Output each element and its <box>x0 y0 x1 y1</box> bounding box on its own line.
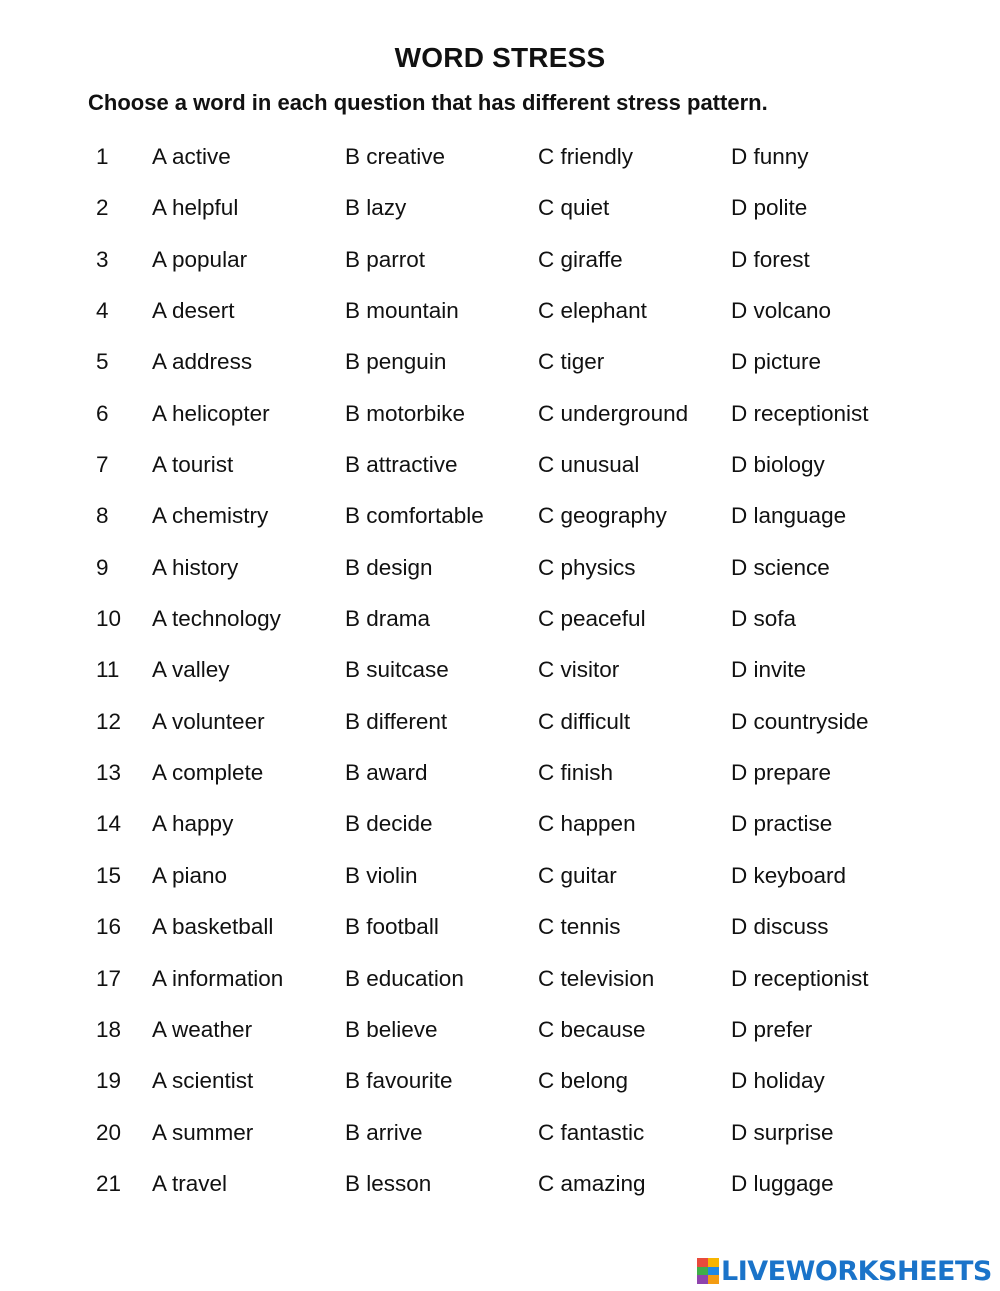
question-number: 17 <box>96 965 122 991</box>
option-a[interactable]: A chemistry <box>152 503 269 529</box>
question-number: 5 <box>96 349 109 375</box>
option-a[interactable]: A volunteer <box>152 708 265 734</box>
option-c[interactable]: C television <box>538 965 655 991</box>
page-title: WORD STRESS <box>394 42 606 73</box>
option-d[interactable]: D sofa <box>731 606 797 632</box>
option-b[interactable]: B design <box>345 554 433 580</box>
option-d[interactable]: D language <box>731 503 847 529</box>
option-d[interactable]: D picture <box>731 349 822 375</box>
question-number: 21 <box>96 1170 122 1196</box>
option-c[interactable]: C finish <box>538 760 614 786</box>
option-d[interactable]: D prepare <box>731 760 832 786</box>
question-row <box>0 747 1000 798</box>
question-row <box>0 439 1000 490</box>
option-d[interactable]: D invite <box>731 657 807 683</box>
question-row <box>0 182 1000 233</box>
option-d[interactable]: D receptionist <box>731 965 869 991</box>
option-c[interactable]: C friendly <box>538 144 634 169</box>
option-d[interactable]: D discuss <box>731 914 829 940</box>
option-c[interactable]: C amazing <box>538 1170 646 1196</box>
logo-block <box>708 1267 719 1276</box>
question-row <box>0 336 1000 387</box>
option-a[interactable]: A valley <box>152 657 230 683</box>
question-number: 6 <box>96 400 109 426</box>
option-d[interactable]: D surprise <box>731 1119 834 1145</box>
option-d[interactable]: D practise <box>731 811 833 837</box>
option-b[interactable]: B mountain <box>345 298 459 324</box>
option-b[interactable]: B decide <box>345 811 433 837</box>
question-number: 9 <box>96 554 109 580</box>
question-row <box>0 1107 1000 1158</box>
logo-block <box>708 1258 719 1267</box>
option-b[interactable]: B drama <box>345 606 431 632</box>
question-number: 10 <box>96 606 122 632</box>
question-number: 16 <box>96 914 122 940</box>
option-d[interactable]: D funny <box>731 144 809 169</box>
option-a[interactable]: A summer <box>152 1119 254 1145</box>
question-row <box>0 234 1000 285</box>
option-b[interactable]: B attractive <box>345 452 458 478</box>
option-a[interactable]: A complete <box>152 760 264 786</box>
option-a[interactable]: A active <box>152 144 231 169</box>
question-number: 18 <box>96 1016 122 1042</box>
option-c[interactable]: C quiet <box>538 195 610 221</box>
option-c[interactable]: C belong <box>538 1068 629 1094</box>
liveworksheets-logo <box>697 1256 992 1286</box>
option-a[interactable]: A basketball <box>152 914 274 940</box>
option-d[interactable]: D volcano <box>731 298 832 324</box>
question-number: 13 <box>96 760 122 786</box>
question-number: 8 <box>96 503 109 529</box>
option-b[interactable]: B motorbike <box>345 400 466 426</box>
option-c[interactable]: C visitor <box>538 657 620 683</box>
instruction-text: Choose a word in each question that has different stress pattern. <box>88 90 768 115</box>
option-d[interactable]: D keyboard <box>731 862 847 888</box>
option-a[interactable]: A tourist <box>152 452 234 478</box>
question-row <box>0 850 1000 901</box>
question-number: 3 <box>96 246 109 272</box>
question-number: 12 <box>96 708 122 734</box>
option-a[interactable]: A address <box>152 349 253 375</box>
option-c[interactable]: C peaceful <box>538 606 646 632</box>
option-b[interactable]: B penguin <box>345 349 447 375</box>
question-row <box>0 953 1000 1004</box>
question-number: 4 <box>96 298 109 324</box>
option-d[interactable]: D prefer <box>731 1016 813 1042</box>
question-list <box>0 131 1000 1209</box>
option-b[interactable]: B parrot <box>345 246 426 272</box>
option-d[interactable]: D holiday <box>731 1068 825 1094</box>
option-a[interactable]: A travel <box>152 1170 228 1196</box>
logo-block <box>697 1275 708 1284</box>
question-number: 14 <box>96 811 122 837</box>
option-b[interactable]: B lazy <box>345 195 407 221</box>
option-c[interactable]: C elephant <box>538 298 647 324</box>
option-b[interactable]: B award <box>345 760 428 786</box>
option-b[interactable]: B violin <box>345 862 418 888</box>
question-row <box>0 798 1000 849</box>
option-a[interactable]: A happy <box>152 811 234 837</box>
question-number: 19 <box>96 1068 122 1094</box>
option-a[interactable]: A scientist <box>152 1068 254 1094</box>
option-a[interactable]: A history <box>152 554 239 580</box>
question-row <box>0 593 1000 644</box>
option-b[interactable]: B comfortable <box>345 503 484 529</box>
option-d[interactable]: D forest <box>731 246 810 272</box>
option-a[interactable]: A information <box>152 965 284 991</box>
option-d[interactable]: D biology <box>731 452 825 478</box>
option-d[interactable]: D polite <box>731 195 808 221</box>
option-d[interactable]: D luggage <box>731 1170 834 1196</box>
option-b[interactable]: B education <box>345 965 464 991</box>
option-b[interactable]: B different <box>345 708 448 734</box>
option-c[interactable]: C because <box>538 1016 646 1042</box>
option-a[interactable]: A helpful <box>152 195 239 221</box>
logo-block <box>697 1258 708 1267</box>
question-number: 1 <box>96 144 109 169</box>
question-number: 2 <box>96 195 109 221</box>
logo-block <box>697 1267 708 1276</box>
option-b[interactable]: B favourite <box>345 1068 453 1094</box>
question-number: 20 <box>96 1119 122 1145</box>
question-row <box>0 388 1000 439</box>
liveworksheets-logo-text: LIVEWORKSHEETS <box>721 1255 992 1287</box>
option-c[interactable]: C underground <box>538 400 689 426</box>
option-c[interactable]: C unusual <box>538 452 640 478</box>
option-c[interactable]: C happen <box>538 811 636 837</box>
option-b[interactable]: B football <box>345 914 439 940</box>
option-a[interactable]: A popular <box>152 246 248 272</box>
question-row <box>0 696 1000 747</box>
option-a[interactable]: A piano <box>152 862 228 888</box>
liveworksheets-logo-icon <box>697 1258 719 1284</box>
option-c[interactable]: C fantastic <box>538 1119 645 1145</box>
question-row <box>0 1158 1000 1209</box>
option-b[interactable]: B lesson <box>345 1170 432 1196</box>
option-a[interactable]: A weather <box>152 1016 253 1042</box>
option-b[interactable]: B creative <box>345 144 446 169</box>
option-b[interactable]: B suitcase <box>345 657 449 683</box>
option-c[interactable]: C geography <box>538 503 667 529</box>
option-c[interactable]: C guitar <box>538 862 617 888</box>
question-row <box>0 1004 1000 1055</box>
question-number: 7 <box>96 452 109 478</box>
option-c[interactable]: C physics <box>538 554 636 580</box>
question-number: 11 <box>96 657 120 683</box>
option-a[interactable]: A desert <box>152 298 235 324</box>
option-b[interactable]: B believe <box>345 1016 438 1042</box>
question-number: 15 <box>96 862 122 888</box>
question-row <box>0 490 1000 541</box>
question-row <box>0 542 1000 593</box>
question-row <box>0 285 1000 336</box>
question-row <box>0 1055 1000 1106</box>
logo-block <box>708 1275 719 1284</box>
option-c[interactable]: C giraffe <box>538 246 623 272</box>
option-a[interactable]: A technology <box>152 606 281 632</box>
option-c[interactable]: C difficult <box>538 708 631 734</box>
option-a[interactable]: A helicopter <box>152 400 270 426</box>
option-d[interactable]: D countryside <box>731 708 869 734</box>
option-b[interactable]: B arrive <box>345 1119 423 1145</box>
option-c[interactable]: C tennis <box>538 914 621 940</box>
question-row <box>0 644 1000 695</box>
option-d[interactable]: D receptionist <box>731 400 869 426</box>
question-row <box>0 901 1000 952</box>
question-row <box>0 131 1000 182</box>
option-d[interactable]: D science <box>731 554 830 580</box>
option-c[interactable]: C tiger <box>538 349 605 375</box>
